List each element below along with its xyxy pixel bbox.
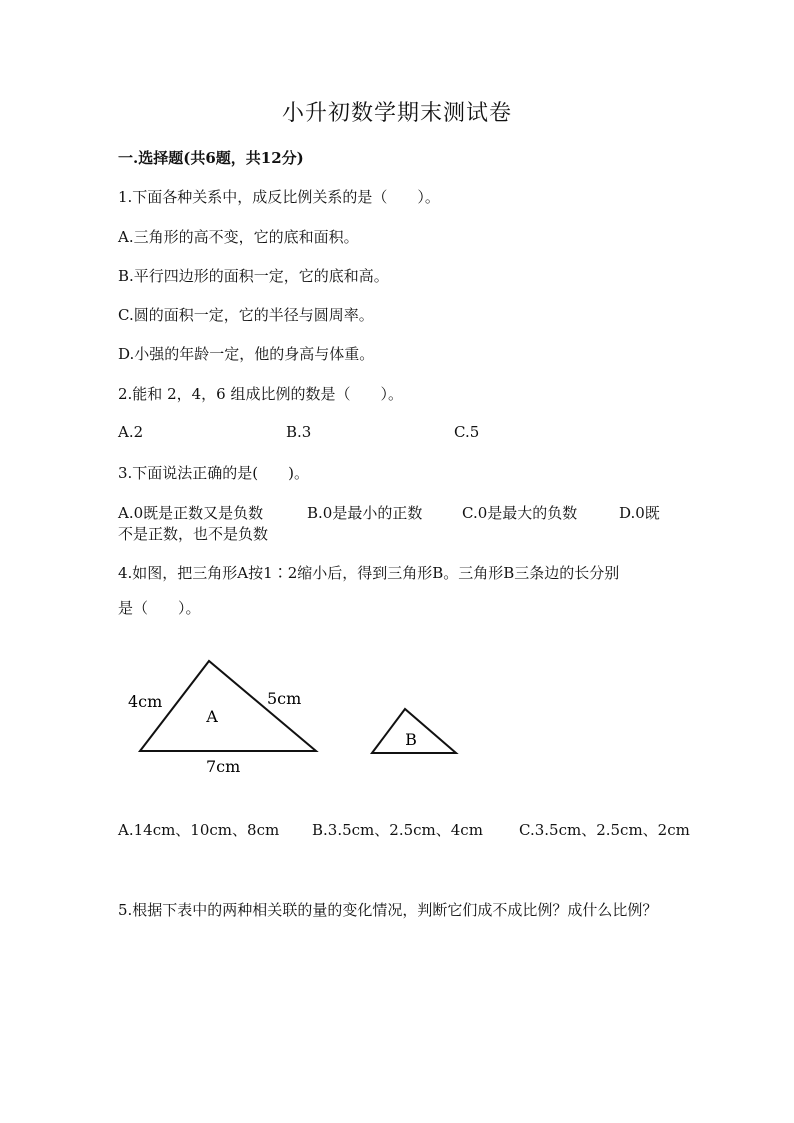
side-bottom-label: 7cm <box>206 757 241 776</box>
triangles-figure <box>0 640 794 790</box>
question-4-stem-line-1: 4.如图，把三角形A按1∶2缩小后，得到三角形B。三角形B三条边的长分别 <box>118 564 620 582</box>
question-3-stem: 3.下面说法正确的是( )。 <box>118 464 310 482</box>
question-3-option-a: A.0既是正数又是负数 <box>118 504 264 522</box>
question-1-option-d: D.小强的年龄一定，他的身高与体重。 <box>118 345 375 363</box>
question-4-option-a: A.14cm、10cm、8cm <box>118 821 280 839</box>
question-1-option-b: B.平行四边形的面积一定，它的底和高。 <box>118 267 389 285</box>
section-heading: 一.选择题(共6题，共12分) <box>118 149 304 167</box>
question-1-stem: 1.下面各种关系中，成反比例关系的是（ ）。 <box>118 188 440 206</box>
question-3-option-b: B.0是最小的正数 <box>307 504 423 522</box>
question-4-stem-line-2: 是（ ）。 <box>118 599 201 617</box>
question-3-option-d: D.0既 <box>619 504 660 522</box>
question-3-option-d-continuation: 不是正数，也不是负数 <box>118 525 269 543</box>
question-2-stem: 2.能和 2，4，6 组成比例的数是（ ）。 <box>118 385 403 403</box>
page-title: 小升初数学期末测试卷 <box>281 101 512 126</box>
question-4-option-b: B.3.5cm、2.5cm、4cm <box>312 821 483 839</box>
question-2-option-b: B.3 <box>286 423 312 441</box>
question-2-option-a: A.2 <box>118 423 144 441</box>
question-1-option-a: A.三角形的高不变，它的底和面积。 <box>118 228 359 246</box>
triangle-b-label: B <box>405 730 417 749</box>
side-left-label: 4cm <box>128 692 163 711</box>
triangle-a-label: A <box>206 707 218 726</box>
side-right-label: 5cm <box>267 689 302 708</box>
question-5-stem: 5.根据下表中的两种相关联的量的变化情况，判断它们成不成比例？成什么比例？ <box>118 901 658 919</box>
question-2-option-c: C.5 <box>454 423 480 441</box>
question-4-option-c: C.3.5cm、2.5cm、2cm <box>519 821 690 839</box>
question-3-option-c: C.0是最大的负数 <box>462 504 578 522</box>
question-1-option-c: C.圆的面积一定，它的半径与圆周率。 <box>118 306 374 324</box>
